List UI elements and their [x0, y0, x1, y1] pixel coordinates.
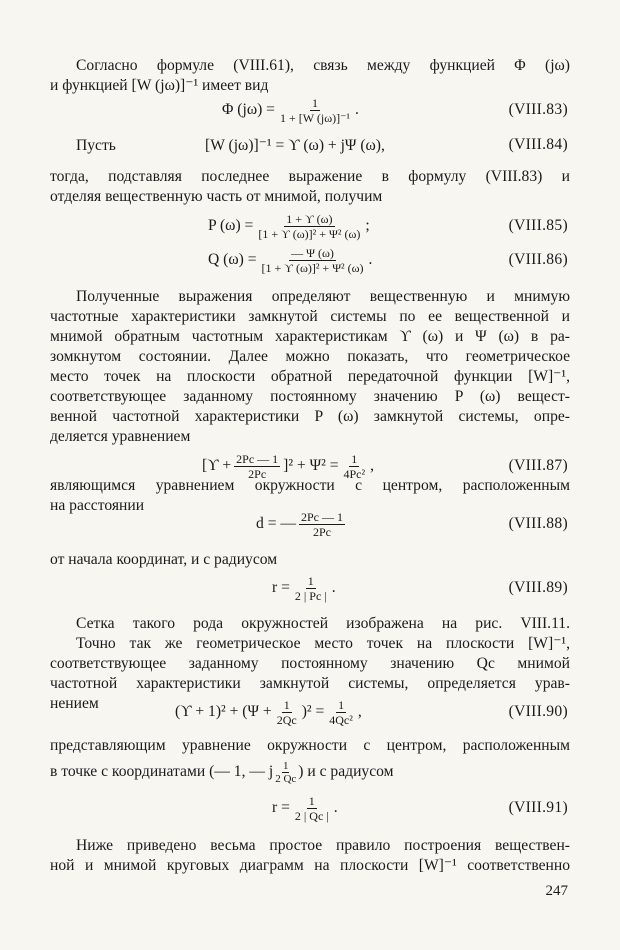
fraction-denominator: [1 + ϒ (ω)]² + Ψ² (ω): [261, 260, 364, 275]
fraction-numerator: 1: [351, 451, 358, 466]
equation-label: (VIII.84): [508, 136, 568, 153]
eq-tail: .: [355, 101, 359, 118]
fraction-denominator: 2 | Pc |: [294, 588, 327, 603]
page-number: 247: [545, 883, 568, 899]
text-line: Ниже приведено весьма простое правило построения веществен-: [76, 837, 570, 854]
inline-text: в точке с координатами (— 1, — j: [50, 763, 274, 781]
fraction: [293, 794, 331, 823]
fraction: [260, 246, 366, 275]
text-line: соответствующее заданному постоянному значению P (ω) вещест-: [50, 388, 570, 405]
text-line: место точек на плоскости обратной передаточной функции [W]⁻¹,: [50, 368, 570, 385]
text-line: [50, 760, 570, 785]
text-line: Согласно формуле (VIII.61), связь между функцией Φ (jω): [76, 57, 570, 74]
eq-mid: )² =: [301, 703, 325, 720]
eq-lhs: r =: [272, 579, 290, 596]
text-line: деляется уравнением: [50, 428, 191, 445]
fraction-numerator: 1: [308, 793, 315, 808]
eq-mid: ]² + Ψ² =: [283, 457, 339, 474]
equation-viii-86: [0, 240, 620, 280]
text-line: соответствующее заданному постоянному значению Qc мнимой: [50, 655, 570, 672]
fraction-denominator: 2 | Qc |: [294, 808, 329, 823]
fraction-numerator: 1: [312, 95, 318, 110]
eq-tail: ,: [357, 703, 362, 720]
fraction-numerator: 1: [338, 697, 345, 712]
text-line: Пусть: [76, 137, 116, 154]
fraction: [327, 698, 355, 727]
eq-tail: ,: [370, 457, 375, 474]
text-line: частотные характеристики замкнутой системы по ее вещественной и: [50, 308, 570, 325]
text-line: нением: [50, 695, 99, 712]
text-line: Полученные выражения определяют вещественную и мнимую: [76, 288, 570, 305]
text-line: ной и мнимой круговых диаграмм на плоскости [W]⁻¹ соответственно: [50, 857, 570, 874]
equation-label: (VIII.91): [508, 799, 568, 816]
text-line: на расстоянии: [50, 497, 145, 514]
fraction-denominator: 2Qc: [276, 712, 297, 727]
fraction: [256, 212, 362, 241]
equation-label: (VIII.90): [508, 703, 568, 720]
equation-label: (VIII.88): [508, 515, 568, 532]
text-line: Сетка такого рода окружностей изображена на рис. VIII.11.: [76, 615, 570, 632]
inline-fraction: [275, 760, 296, 785]
equation-label: (VIII.89): [508, 579, 568, 596]
eq-lhs: d = —: [256, 515, 296, 532]
fraction: [275, 698, 299, 727]
text-line: зомкнутом состоянии. Далее можно показать, что геометрическое: [50, 348, 570, 365]
equation-viii-89: [0, 568, 620, 608]
equation-label: (VIII.87): [508, 457, 568, 474]
text-line: представляющим уравнение окружности с центром, расположенным: [50, 737, 570, 754]
text-line: являющимся уравнением окружности с центром, расположенным: [50, 477, 570, 494]
eq-tail: .: [331, 579, 336, 596]
equation-viii-91: [0, 788, 620, 828]
text-line: и функцией [W (jω)]⁻¹ имеет вид: [50, 77, 269, 94]
equation-viii-83: [0, 90, 620, 130]
equation-viii-84: [0, 125, 620, 165]
fraction-denominator: 4Qc²: [329, 712, 353, 727]
fraction: [293, 574, 329, 603]
fraction: [278, 96, 352, 125]
fraction-denominator: 2Pc: [312, 524, 331, 539]
fraction-denominator: 2Pc: [248, 466, 267, 481]
fraction-numerator: 1: [307, 573, 314, 588]
fraction-denominator: [1 + ϒ (ω)]² + Ψ² (ω): [258, 226, 361, 241]
equation-viii-90: [0, 692, 620, 732]
fraction-denominator: 1 + [W (jω)]⁻¹: [279, 110, 351, 125]
fraction-numerator: 2Pc — 1: [300, 509, 343, 524]
eq-lhs: Φ (jω) =: [222, 101, 275, 118]
fraction-numerator: — Ψ (ω): [291, 245, 334, 260]
equation-viii-88: [0, 504, 620, 544]
equation-label: (VIII.86): [508, 251, 568, 268]
text-line: венной частотной характеристики P (ω) замкнутой системы, опре-: [50, 408, 570, 425]
eq-pre: [ϒ +: [202, 457, 232, 474]
eq-tail: ;: [365, 217, 370, 234]
eq-lhs: Q (ω) =: [208, 251, 257, 268]
text-line: мнимой обратным частотным характеристикам ϒ (ω) и Ψ (ω) в ра-: [50, 328, 570, 345]
eq-tail: .: [368, 251, 373, 268]
fraction-denominator: 2 Qc: [275, 773, 297, 785]
equation-label: (VIII.85): [508, 217, 568, 234]
eq-body: [W (jω)]⁻¹ = ϒ (ω) + jΨ (ω),: [205, 136, 385, 154]
fraction-numerator: 1 + ϒ (ω): [286, 211, 333, 226]
text-line: частотной характеристики замкнутой системы, определяется урав-: [50, 675, 570, 692]
fraction-numerator: 1: [283, 697, 290, 712]
fraction-numerator: 1: [282, 760, 289, 772]
fraction-numerator: 2Pc — 1: [236, 451, 279, 466]
fraction-denominator: 4Pc²: [343, 466, 366, 481]
equation-label: (VIII.83): [508, 101, 568, 118]
eq-tail: .: [333, 799, 338, 816]
fraction: [299, 510, 345, 539]
text-line: отделяя вещественную часть от мнимой, получим: [50, 188, 383, 205]
eq-pre: (ϒ + 1)² + (Ψ +: [175, 703, 272, 720]
eq-lhs: P (ω) =: [208, 217, 254, 234]
text-line: Точно так же геометрическое место точек на плоскости [W]⁻¹,: [76, 635, 570, 652]
eq-lhs: r =: [272, 799, 290, 816]
text-line: тогда, подставляя последнее выражение в формулу (VIII.83) и: [50, 168, 570, 185]
text-line: от начала координат, и с радиусом: [50, 551, 278, 568]
inline-text: ) и с радиусом: [298, 763, 394, 781]
